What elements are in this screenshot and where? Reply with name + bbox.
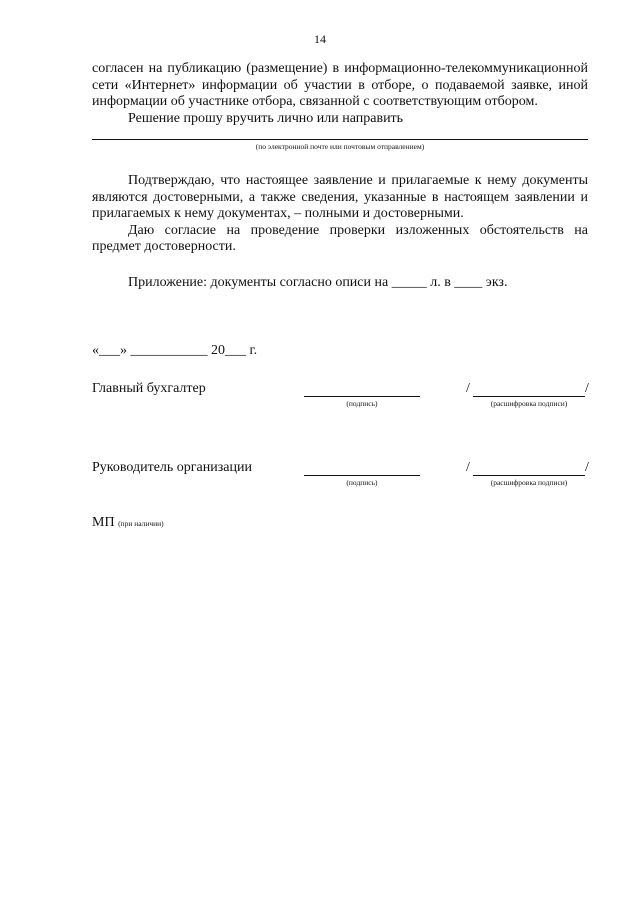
stamp-note: (при наличии) [118, 519, 164, 528]
confirm-reliability-paragraph: Подтверждаю, что настоящее заявление и прилагаемые к нему документы являются достоверными, а также сведения, указанные в настоящем заявлении и прилагаемых к нему документах, – полными и достоверными. [92, 173, 588, 221]
date-line: «___» ___________ 20___ г. [92, 343, 258, 358]
decision-delivery-paragraph: Решение прошу вручить лично или направить [128, 110, 404, 126]
delivery-method-field [92, 139, 588, 163]
consent-check-paragraph: Даю согласие на проведение проверки изложенных обстоятельств на предмет достоверности. [92, 222, 588, 254]
chief-accountant-signature-block [92, 381, 592, 421]
head-slash-left: / [466, 460, 470, 475]
delivery-method-line [92, 139, 588, 140]
delivery-method-caption: (по электронной почте или почтовым отправлением) [255, 142, 425, 151]
chief-accountant-slash-right: / [585, 381, 589, 396]
chief-accountant-slash-left: / [466, 381, 470, 396]
chief-accountant-decode-line [473, 396, 585, 397]
chief-accountant-signature-caption: (подпись) [346, 399, 378, 408]
chief-accountant-title: Главный бухгалтер [92, 381, 206, 396]
head-signature-caption: (подпись) [346, 478, 378, 487]
head-title: Руководитель организации [92, 460, 252, 475]
consent-publication-paragraph: согласен на публикацию (размещение) в информационно-телекоммуникационной сети «Интернет» информации об участии в отборе, о подаваемой заявке, иной информации об участнике отбора, связанной с соответствующим отбором. [92, 61, 588, 109]
attachment-line: Приложение: документы согласно описи на _____ л. в ____ экз. [128, 274, 508, 290]
head-signature-line [304, 475, 420, 476]
stamp-label: МП [92, 515, 115, 530]
stamp-place [92, 515, 164, 532]
page-number: 14 [314, 32, 326, 46]
chief-accountant-decode-caption: (расшифровка подписи) [490, 399, 568, 408]
head-decode-line [473, 475, 585, 476]
head-decode-caption: (расшифровка подписи) [490, 478, 568, 487]
chief-accountant-signature-line [304, 396, 420, 397]
document-body [92, 61, 588, 360]
head-signature-block [92, 460, 592, 500]
head-slash-right: / [585, 460, 589, 475]
